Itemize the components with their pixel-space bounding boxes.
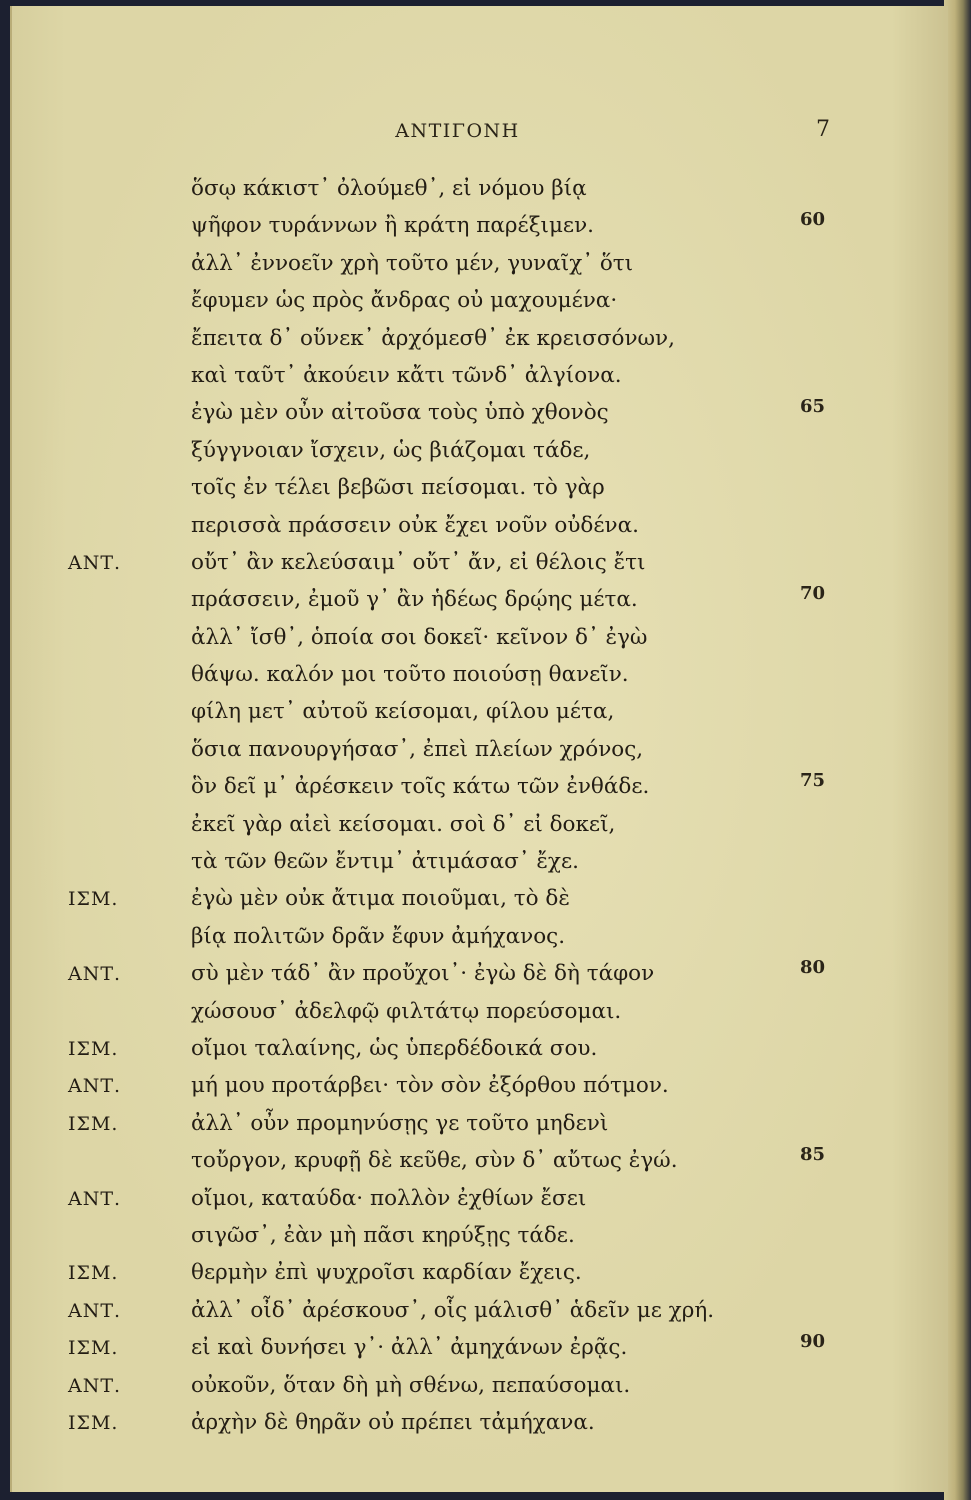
line-number: 75 xyxy=(800,770,826,792)
verse-line xyxy=(10,660,910,697)
verse-text: ἀλλ᾽ οἶδ᾽ ἀρέσκουσ᾽, οἷς μάλισθ᾽ ἁδεῖν με χρή. xyxy=(191,1297,715,1323)
verse-line xyxy=(10,1371,910,1408)
verse-text: ὃν δεῖ μ᾽ ἀρέσκειν τοῖς κάτω τῶν ἐνθάδε. xyxy=(191,774,650,800)
verse-text: ἔφυμεν ὡς πρὸς ἄνδρας οὐ μαχουμένα· xyxy=(191,288,618,314)
verse-text: τοὔργον, κρυφῇ δὲ κεῦθε, σὺν δ᾽ αὔτως ἐγώ. xyxy=(191,1148,678,1174)
verse-line xyxy=(10,922,910,959)
speaker-label: ΑΝΤ. xyxy=(68,551,122,574)
running-head-title: ΑΝΤΙΓΟΝΗ xyxy=(395,120,520,142)
verse-line xyxy=(10,324,910,361)
verse-line xyxy=(10,810,910,847)
verse-line xyxy=(10,772,910,809)
verse-line xyxy=(10,1408,910,1445)
verse-text: εἰ καὶ δυνήσει γ᾽· ἀλλ᾽ ἀμηχάνων ἐρᾷς. xyxy=(191,1335,628,1361)
speaker-label: ΙΣΜ. xyxy=(68,1337,119,1360)
verse-line xyxy=(10,1071,910,1108)
verse-line xyxy=(10,1146,910,1183)
verse-line xyxy=(10,997,910,1034)
book-page xyxy=(10,6,948,1492)
verse-line xyxy=(10,1034,910,1071)
verse-line xyxy=(10,249,910,286)
page-number: 7 xyxy=(816,117,830,142)
verse-line xyxy=(10,436,910,473)
line-number: 70 xyxy=(800,583,826,605)
line-number: 60 xyxy=(800,209,826,231)
verse-line xyxy=(10,735,910,772)
verse-text: ὅσια πανουργήσασ᾽, ἐπεὶ πλείων χρόνος, xyxy=(191,736,644,762)
verse-line xyxy=(10,623,910,660)
verse-text: περισσὰ πράσσειν οὐκ ἔχει νοῦν οὐδένα. xyxy=(191,512,639,538)
verse-text: ἐγὼ μὲν οὖν αἰτοῦσα τοὺς ὑπὸ χθονὸς xyxy=(191,400,609,426)
verse-text: ἐκεῖ γὰρ αἰεὶ κείσομαι. σοὶ δ᾽ εἰ δοκεῖ, xyxy=(191,811,616,837)
verse-line xyxy=(10,1258,910,1295)
verse-line xyxy=(10,174,910,211)
verse-line xyxy=(10,548,910,585)
verse-line xyxy=(10,847,910,884)
verse-text: βίᾳ πολιτῶν δρᾶν ἔφυν ἀμήχανος. xyxy=(191,923,566,949)
verse-line xyxy=(10,286,910,323)
verse-line xyxy=(10,511,910,548)
verse-line xyxy=(10,1333,910,1370)
speaker-label: ΑΝΤ. xyxy=(68,1075,122,1098)
verse-text: πράσσειν, ἐμοῦ γ᾽ ἂν ἡδέως δρῴης μέτα. xyxy=(191,587,638,613)
line-number: 80 xyxy=(800,957,826,979)
speaker-label: ΙΣΜ. xyxy=(68,1037,119,1060)
verse-text: χώσουσ᾽ ἀδελφῷ φιλτάτῳ πορεύσομαι. xyxy=(191,998,622,1024)
verse-line xyxy=(10,361,910,398)
speaker-label: ΙΣΜ. xyxy=(68,888,119,911)
verse-text: ἀλλ᾽ ἴσθ᾽, ὁποία σοι δοκεῖ· κεῖνον δ᾽ ἐγὼ xyxy=(191,624,648,650)
verse-text: ἀρχὴν δὲ θηρᾶν οὐ πρέπει τἀμήχανα. xyxy=(191,1409,595,1435)
verse-line xyxy=(10,473,910,510)
verse-text-block xyxy=(10,174,910,1445)
verse-line xyxy=(10,398,910,435)
verse-line xyxy=(10,884,910,921)
verse-text: φίλη μετ᾽ αὐτοῦ κείσομαι, φίλου μέτα, xyxy=(191,699,615,725)
verse-text: μή μου προτάρβει· τὸν σὸν ἐξόρθου πότμον. xyxy=(191,1073,669,1099)
speaker-label: ΑΝΤ. xyxy=(68,1374,122,1397)
verse-text: σὺ μὲν τάδ᾽ ἂν προὔχοι᾽· ἐγὼ δὲ δὴ τάφον xyxy=(191,961,655,987)
verse-line xyxy=(10,1109,910,1146)
verse-text: ἀλλ᾽ ἐννοεῖν χρὴ τοῦτο μέν, γυναῖχ᾽ ὅτι xyxy=(191,250,634,276)
line-number: 90 xyxy=(800,1331,826,1353)
verse-text: ὅσῳ κάκιστ᾽ ὀλούμεθ᾽, εἰ νόμου βίᾳ xyxy=(191,176,587,201)
speaker-label: ΑΝΤ. xyxy=(68,1187,122,1210)
verse-text: θάψω. καλόν μοι τοῦτο ποιούσῃ θανεῖν. xyxy=(191,662,629,688)
line-number: 85 xyxy=(800,1144,826,1166)
verse-line xyxy=(10,585,910,622)
verse-text: οἴμοι ταλαίνης, ὡς ὑπερδέδοικά σου. xyxy=(191,1035,598,1061)
verse-line xyxy=(10,211,910,248)
speaker-label: ΙΣΜ. xyxy=(68,1262,119,1285)
line-number: 65 xyxy=(800,396,826,418)
verse-text: τοῖς ἐν τέλει βεβῶσι πείσομαι. τὸ γὰρ xyxy=(191,475,605,501)
verse-text: τὰ τῶν θεῶν ἔντιμ᾽ ἀτιμάσασ᾽ ἔχε. xyxy=(191,849,579,875)
verse-line xyxy=(10,1221,910,1258)
speaker-label: ΑΝΤ. xyxy=(68,1299,122,1322)
verse-text: οἴμοι, καταύδα· πολλὸν ἐχθίων ἔσει xyxy=(191,1185,587,1211)
page-edge-shadow xyxy=(944,0,971,1500)
speaker-label: ΑΝΤ. xyxy=(68,963,122,986)
verse-text: θερμὴν ἐπὶ ψυχροῖσι καρδίαν ἔχεις. xyxy=(191,1260,582,1286)
verse-text: ἐγὼ μὲν οὐκ ἄτιμα ποιοῦμαι, τὸ δὲ xyxy=(191,886,570,912)
verse-text: ξύγγνοιαν ἴσχειν, ὡς βιάζομαι τάδε, xyxy=(191,437,591,463)
verse-line xyxy=(10,1296,910,1333)
verse-line xyxy=(10,697,910,734)
verse-text: ψῆφον τυράννων ἢ κράτη παρέξιμεν. xyxy=(191,213,594,239)
verse-line xyxy=(10,959,910,996)
speaker-label: ΙΣΜ. xyxy=(68,1411,119,1434)
verse-text: οὐκοῦν, ὅταν δὴ μὴ σθένω, πεπαύσομαι. xyxy=(191,1372,631,1398)
verse-line xyxy=(10,1184,910,1221)
speaker-label: ΙΣΜ. xyxy=(68,1112,119,1135)
verse-text: οὔτ᾽ ἂν κελεύσαιμ᾽ οὔτ᾽ ἄν, εἰ θέλοις ἔτι xyxy=(191,549,646,575)
verse-text: καὶ ταῦτ᾽ ἀκούειν κἄτι τῶνδ᾽ ἀλγίονα. xyxy=(191,362,622,388)
verse-text: ἔπειτα δ᾽ οὕνεκ᾽ ἀρχόμεσθ᾽ ἐκ κρεισσόνων, xyxy=(191,325,675,351)
verse-text: σιγῶσ᾽, ἐὰν μὴ πᾶσι κηρύξῃς τάδε. xyxy=(191,1222,575,1248)
verse-text: ἀλλ᾽ οὖν προμηνύσῃς γε τοῦτο μηδενὶ xyxy=(191,1110,609,1136)
